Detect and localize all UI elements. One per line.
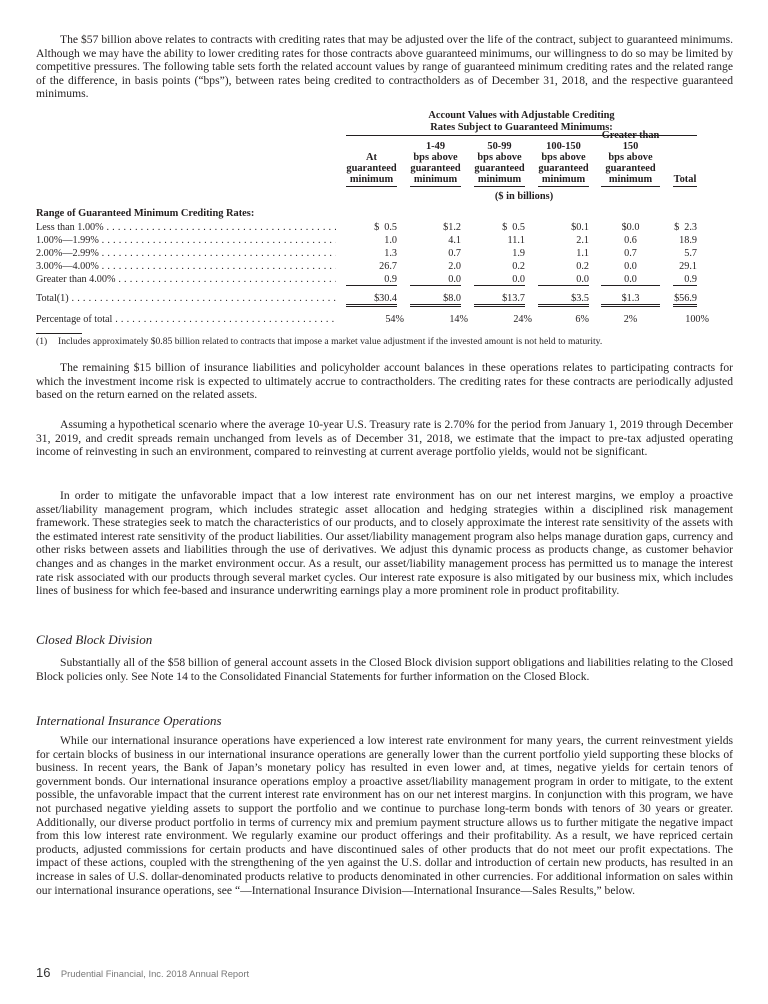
account-values-table [36,110,733,355]
paragraph-hypothetical-scenario: Assuming a hypothetical scenario where the average 10-year U.S. Treasury rate is 2.70% for the period from January 1, 2019 through December 31, 2019, and credit spreads remain unchanged from levels as of December 31, 2018, we estimate that the impact to pre-tax adjusted operating income of reinvesting in such an environment, compared to reinvesting at current average portfolio yields, would not be significant. [36,418,733,459]
table-percentage-row: Percentage of total . . . 54% 14% 24% 6% 2% 100% [36,314,733,327]
table-row: Greater than 4.00% . . . 0.9 0.0 0.0 0.0 0.0 0.9 [36,274,733,287]
table-unit-label: ($ in billions) [494,191,554,202]
paragraph-participating-contracts: The remaining $15 billion of insurance liabilities and policyholder account balances in these operations relates to participating contracts for which the investment income risk is expected to ultimately accrue to contractholders. The crediting rates for these contracts are periodically adjusted based on the return earned on the related assets. [36,361,733,402]
table-title: Account Values with Adjustable Crediting Rates Subject to Guaranteed Minimums: [428,110,615,133]
column-header-100-150-bps: 100-150 bps above guaranteed minimum [538,141,589,185]
page-number: 16 [36,965,51,980]
column-header-at-minimum: At guaranteed minimum [346,152,397,185]
paragraph-crediting-rates: The $57 billion above relates to contracts with crediting rates that may be adjusted over the life of the contract, subject to guaranteed minimums. Although we may have the ability to lower crediting rates for those contracts above guaranteed minimums, our willingness to do so may be limited by competitive pressures. The following table sets forth the related account values by range of guaranteed minimum crediting rates and the related range of the difference, in basis points (“bps”), between rates being credited to contractholders as of December 31, 2018, and the respective guaranteed minimums. [36,33,733,101]
column-header-total: Total [673,174,697,185]
column-header-50-99-bps: 50-99 bps above guaranteed minimum [474,141,525,185]
report-title: Prudential Financial, Inc. 2018 Annual Report [60,968,250,979]
footnote-rule [36,333,82,334]
table-total-row: Total(1) . . . $30.4 $8.0 $13.7 $3.5 $1.3 $56.9 [36,293,733,306]
paragraph-international-insurance: While our international insurance operations have experienced a low interest rate environment for many years, the current reinvestment yields for certain blocks of business in our international insurance operations are generally lower than the current portfolio yield supporting these blocks of business. In recent years, the Bank of Japan’s monetary policy has resulted in even lower and, at times, negative yields for certain tenors of government bonds. Our international insurance operations employ a proactive asset/liability management program in order to mitigate, to the extent possible, the unfavorable impact that the current interest rate environment has on our net interest margins. In conjunction with this program, we have not purchased negative yielding assets to support the portfolio and we continue to purchase long-term bonds with tenors of 30 years or greater. Additionally, our diverse product portfolio in terms of currency mix and premium payment structure allows us to further mitigate the negative impact from this low interest rate environment. We regularly examine our product offerings and their profitability. As a result, we have repriced certain products, adjusted commissions for certain products and have discontinued sales of other products that do not meet our profit expectations. The impact of these actions, coupled with the strengthening of the yen against the U.S. dollar and introduction of certain new products, has resulted in an increase in sales of U.S. dollar-denominated products relative to products denominated in other currencies. For additional information on sales within our international insurance operations, see “—International Insurance Division—International Insurance—Sales Results,” below. [36,734,733,897]
column-header-1-49-bps: 1-49 bps above guaranteed minimum [410,141,461,185]
table-row: 2.00%—2.99% . . . 1.3 0.7 1.9 1.1 0.7 5.7 [36,248,733,261]
heading-international-insurance: International Insurance Operations [36,713,222,728]
paragraph-closed-block: Substantially all of the $58 billion of general account assets in the Closed Block division support obligations and liabilities relating to the Closed Block policies only. See Note 14 to the Consolidated Financial Statements for further information on the Closed Block. [36,656,733,683]
table-section-label: Range of Guaranteed Minimum Crediting Rates: [36,208,255,219]
table-row: 3.00%—4.00% . . . 26.7 2.0 0.2 0.2 0.0 29.1 [36,261,733,274]
column-header-greater-150-bps: Greater than 150 bps above guaranteed minimum [601,130,660,185]
heading-closed-block-division: Closed Block Division [36,632,153,647]
table-footnote: (1) Includes approximately $0.85 billion related to contracts that impose a market value adjustment if the invested amount is not held to maturity. [36,336,603,347]
table-row: Less than 1.00% . . . $ 0.5 $1.2 $ 0.5 $0.1 $0.0 $ 2.3 [36,222,733,235]
paragraph-asset-liability-management: In order to mitigate the unfavorable impact that a low interest rate environment has on our net interest margins, we employ a proactive asset/liability management program, which includes strategic asset allocation and hedging strategies within a disciplined risk management framework. These strategies seek to match the characteristics of our products, and to closely approximate the interest rate sensitivity of the assets with the estimated interest rate sensitivity of the product liabilities. Our asset/liability management program also helps manage duration gaps, currency and other risks between assets and liabilities through the use of derivatives. We adjust this dynamic process as products change, as customer behavior changes and as changes in the market environment occur. As a result, our asset/liability management process has permitted us to manage the interest rate risk associated with our products through several market cycles. Our interest rate exposure is also mitigated by our business mix, which includes lines of business for which fee-based and insurance underwriting earnings play a more prominent role in product profitability. [36,489,733,598]
table-row: 1.00%—1.99% . . . 1.0 4.1 11.1 2.1 0.6 18.9 [36,235,733,248]
page-footer [36,964,249,982]
